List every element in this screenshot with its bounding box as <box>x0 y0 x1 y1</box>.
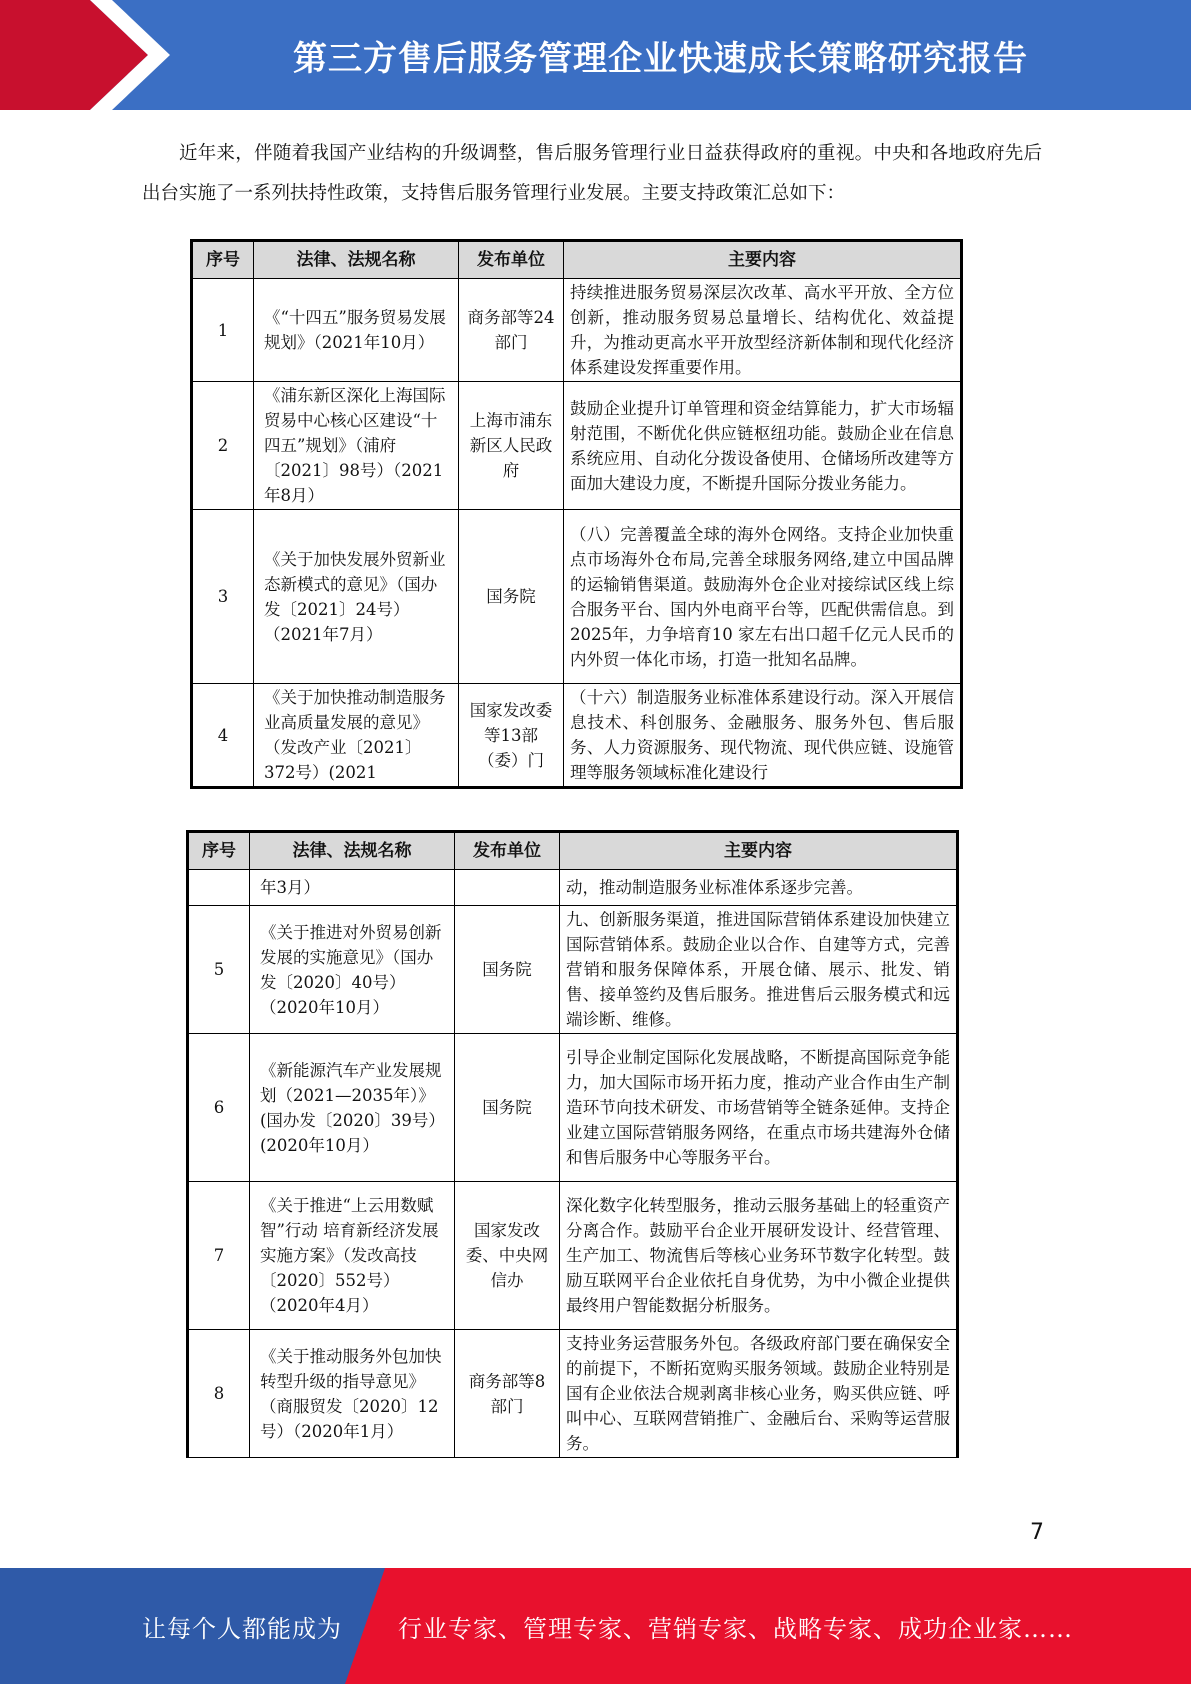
header-unit: 发布单位 <box>459 241 564 279</box>
table-row <box>188 1034 958 1182</box>
row-no: 7 <box>188 1182 250 1330</box>
page-header <box>0 0 1191 110</box>
row-unit: 国家发改委、中央网信办 <box>455 1182 560 1330</box>
row-content: （十六）制造服务业标准体系建设行动。深入开展信息技术、科创服务、金融服务、服务外包、售后服务、人力资源服务、现代物流、现代供应链、设施管理等服务领域标准化建设行 <box>564 684 962 788</box>
row-no: 2 <box>192 382 254 510</box>
row-name: 《关于推进“上云用数赋智”行动 培育新经济发展实施方案》（发改高技〔2020〕552号）（2020年4月） <box>250 1182 455 1330</box>
row-unit: 国务院 <box>455 906 560 1034</box>
header-no: 序号 <box>188 832 250 870</box>
row-name: 《关于推进对外贸易创新发展的实施意见》（国办发〔2020〕40号）（2020年10月） <box>250 906 455 1034</box>
footer-slogan-left: 让每个人都能成为 <box>142 1614 342 1643</box>
row-no: 1 <box>192 279 254 382</box>
row-no <box>188 870 250 906</box>
header-content: 主要内容 <box>564 241 962 279</box>
row-no: 5 <box>188 906 250 1034</box>
row-no: 8 <box>188 1330 250 1458</box>
table-row <box>188 1330 958 1458</box>
row-no: 6 <box>188 1034 250 1182</box>
table-row <box>188 906 958 1034</box>
table-row <box>192 279 962 382</box>
row-content: 支持业务运营服务外包。各级政府部门要在确保安全的前提下，不断拓宽购买服务领域。鼓励企业特别是国有企业依法合规剥离非核心业务，购买供应链、呼叫中心、互联网营销推广、金融后台、采购等运营服务。 <box>560 1330 958 1458</box>
header-unit: 发布单位 <box>455 832 560 870</box>
report-title: 第三方售后服务管理企业快速成长策略研究报告 <box>293 38 1028 79</box>
row-unit: 上海市浦东新区人民政府 <box>459 382 564 510</box>
header-no: 序号 <box>192 241 254 279</box>
footer-slogan-right: 行业专家、管理专家、营销专家、战略专家、成功企业家…… <box>398 1614 1073 1643</box>
row-unit: 国务院 <box>455 1034 560 1182</box>
header-name: 法律、法规名称 <box>250 832 455 870</box>
row-name: 《关于加快发展外贸新业态新模式的意见》（国办发〔2021〕24号）（2021年7月） <box>254 510 459 684</box>
table-header-row <box>188 832 958 870</box>
table-row <box>188 870 958 906</box>
row-unit: 商务部等24部门 <box>459 279 564 382</box>
page-footer <box>0 1568 1191 1684</box>
row-name: 《新能源汽车产业发展规划（2021—2035年）》(国办发〔2020〕39号）(2020年10月） <box>250 1034 455 1182</box>
row-no: 4 <box>192 684 254 788</box>
table-row <box>192 684 962 788</box>
row-name: 《关于推动服务外包加快转型升级的指导意见》（商服贸发〔2020〕12号）（2020年1月） <box>250 1330 455 1458</box>
policy-table-part-1 <box>190 239 963 789</box>
row-unit: 商务部等8部门 <box>455 1330 560 1458</box>
header-name: 法律、法规名称 <box>254 241 459 279</box>
row-content: 九、创新服务渠道，推进国际营销体系建设加快建立国际营销体系。鼓励企业以合作、自建等方式，完善营销和服务保障体系，开展仓储、展示、批发、销售、接单签约及售后服务。推进售后云服务模式和远端诊断、维修。 <box>560 906 958 1034</box>
row-content: 鼓励企业提升订单管理和资金结算能力，扩大市场辐射范围，不断优化供应链枢纽功能。鼓励企业在信息系统应用、自动化分拨设备使用、仓储场所改建等方面加大建设力度，不断提升国际分拨业务能力。 <box>564 382 962 510</box>
policy-table-part-2 <box>186 830 959 1458</box>
row-unit <box>455 870 560 906</box>
table-row <box>192 510 962 684</box>
row-content: 引导企业制定国际化发展战略，不断提高国际竞争能力，加大国际市场开拓力度，推动产业合作由生产制造环节向技术研发、市场营销等全链条延伸。支持企业建立国际营销服务网络，在重点市场共建海外仓储和售后服务中心等服务平台。 <box>560 1034 958 1182</box>
row-name: 《浦东新区深化上海国际贸易中心核心区建设“十四五”规划》（浦府〔2021〕98号）（2021年8月） <box>254 382 459 510</box>
table-row <box>192 382 962 510</box>
table-header-row <box>192 241 962 279</box>
row-content: （八）完善覆盖全球的海外仓网络。支持企业加快重点市场海外仓布局,完善全球服务网络,建立中国品牌的运输销售渠道。鼓励海外仓企业对接综试区线上综合服务平台、国内外电商平台等，匹配供需信息。到2025年，力争培育10 家左右出口超千亿元人民币的内外贸一体化市场，打造一批知名品牌。 <box>564 510 962 684</box>
header-content: 主要内容 <box>560 832 958 870</box>
row-content: 动，推动制造服务业标准体系逐步完善。 <box>560 870 958 906</box>
row-name: 年3月） <box>250 870 455 906</box>
row-name: 《关于加快推动制造服务业高质量发展的意见》（发改产业〔2021〕372号）(2021 <box>254 684 459 788</box>
table-row <box>188 1182 958 1330</box>
page-number: 7 <box>1030 1520 1044 1545</box>
row-content: 深化数字化转型服务，推动云服务基础上的轻重资产分离合作。鼓励平台企业开展研发设计、经营管理、生产加工、物流售后等核心业务环节数字化转型。鼓励互联网平台企业依托自身优势，为中小微企业提供最终用户智能数据分析服务。 <box>560 1182 958 1330</box>
row-name: 《“十四五”服务贸易发展规划》（2021年10月） <box>254 279 459 382</box>
row-unit: 国家发改委等13部（委）门 <box>459 684 564 788</box>
row-unit: 国务院 <box>459 510 564 684</box>
intro-paragraph: 近年来，伴随着我国产业结构的升级调整，售后服务管理行业日益获得政府的重视。中央和各地政府先后出台实施了一系列扶持性政策，支持售后服务管理行业发展。主要支持政策汇总如下： <box>142 143 1042 204</box>
row-content: 持续推进服务贸易深层次改革、高水平开放、全方位创新，推动服务贸易总量增长、结构优化、效益提升，为推动更高水平开放型经济新体制和现代化经济体系建设发挥重要作用。 <box>564 279 962 382</box>
row-no: 3 <box>192 510 254 684</box>
